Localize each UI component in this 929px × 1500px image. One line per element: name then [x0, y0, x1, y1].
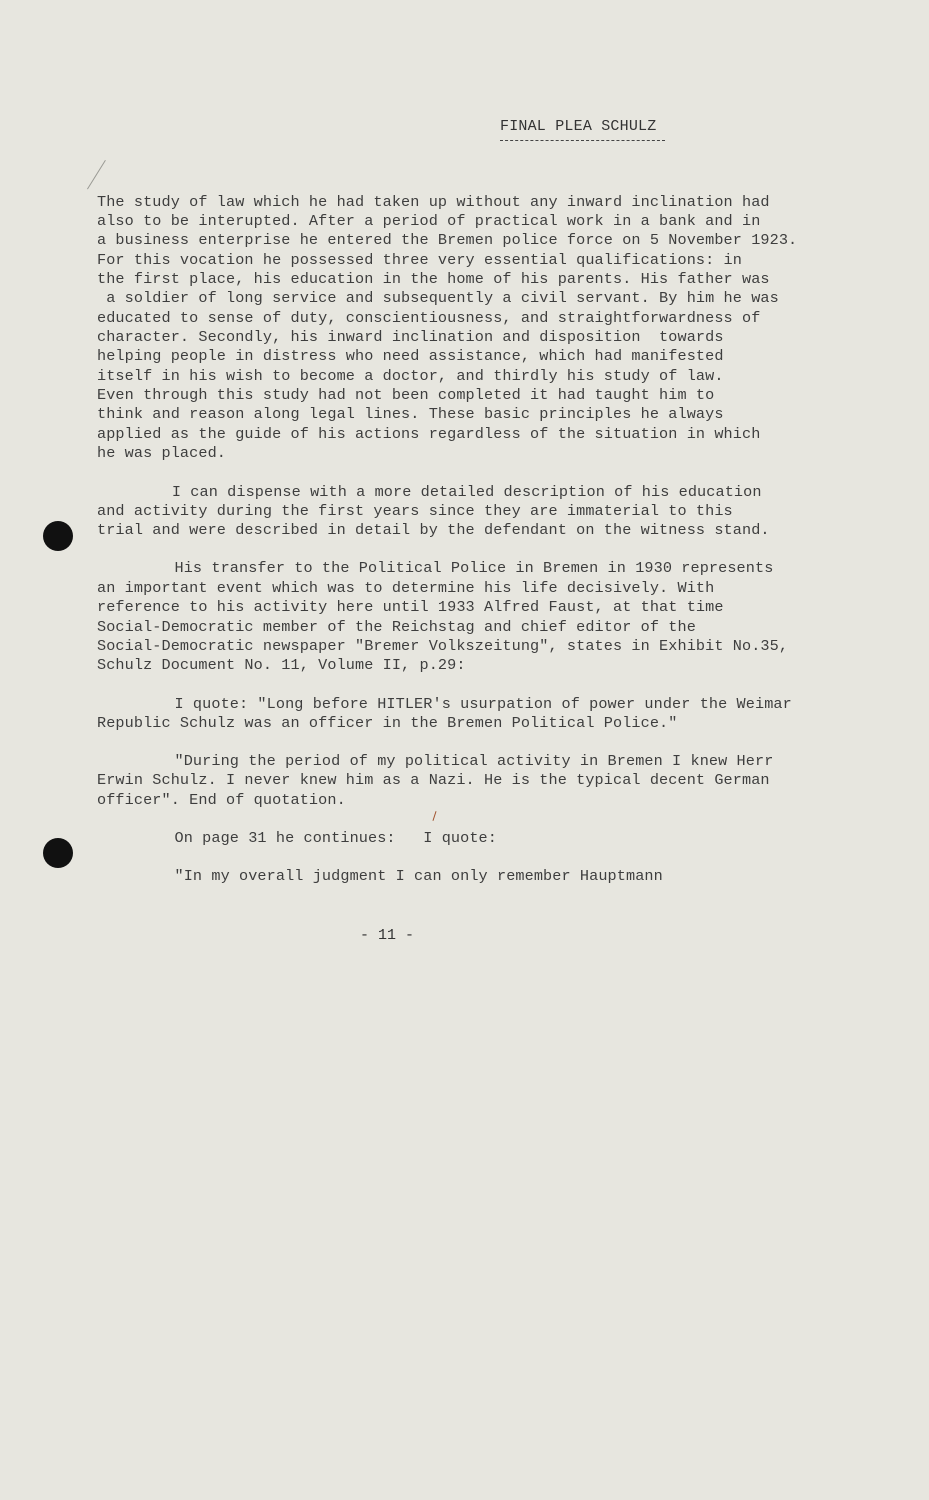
- text-line: I can dispense with a more detailed description of his education: [135, 483, 762, 501]
- text-line: an important event which was to determine his life decisively. With: [97, 579, 715, 597]
- text-line: On page 31 he continues: I quote:: [110, 829, 497, 847]
- punch-hole: [43, 521, 73, 551]
- document-heading: FINAL PLEA SCHULZ: [500, 118, 657, 135]
- text-line: His transfer to the Political Police in Bremen in 1930 represents: [110, 559, 774, 577]
- text-line: Social-Democratic member of the Reichstag and chief editor of the: [97, 618, 696, 636]
- text-line: Social-Democratic newspaper "Bremer Volkszeitung", states in Exhibit No.35,: [97, 637, 789, 655]
- text-line: think and reason along legal lines. These basic principles he always: [97, 405, 724, 423]
- text-line: "During the period of my political activity in Bremen I knew Herr: [110, 752, 774, 770]
- text-line: officer". End of quotation.: [97, 791, 346, 809]
- text-line: itself in his wish to become a doctor, and thirdly his study of law.: [97, 367, 724, 385]
- text-line: the first place, his education in the home of his parents. His father was: [97, 270, 770, 288]
- text-line: he was placed.: [97, 444, 226, 462]
- text-line: character. Secondly, his inward inclination and disposition towards: [97, 328, 724, 346]
- text-line: helping people in distress who need assistance, which had manifested: [97, 347, 724, 365]
- text-line: trial and were described in detail by the defendant on the witness stand.: [97, 521, 770, 539]
- text-line: Schulz Document No. 11, Volume II, p.29:: [97, 656, 466, 674]
- text-line: educated to sense of duty, conscientiousness, and straightforwardness of: [97, 309, 761, 327]
- punch-hole: [43, 838, 73, 868]
- heading-underline: [500, 140, 665, 141]
- pencil-mark: [87, 160, 106, 189]
- page-number: - 11 -: [360, 927, 415, 944]
- text-line: The study of law which he had taken up without any inward inclination had: [97, 193, 770, 211]
- text-line: "In my overall judgment I can only remember Hauptmann: [110, 867, 663, 885]
- text-line: a soldier of long service and subsequently a civil servant. By him he was: [97, 289, 779, 307]
- text-line: a business enterprise he entered the Bremen police force on 5 November 1923.: [97, 231, 798, 249]
- text-line: Republic Schulz was an officer in the Bremen Political Police.": [97, 714, 678, 732]
- text-line: For this vocation he possessed three very essential qualifications: in: [97, 251, 742, 269]
- text-line: and activity during the first years since they are immaterial to this: [97, 502, 733, 520]
- text-line: Even through this study had not been completed it had taught him to: [97, 386, 715, 404]
- text-line: Erwin Schulz. I never knew him as a Nazi. He is the typical decent German: [97, 771, 770, 789]
- text-line: reference to his activity here until 1933 Alfred Faust, at that time: [97, 598, 724, 616]
- text-line: also to be interupted. After a period of practical work in a bank and in: [97, 212, 761, 230]
- text-line: applied as the guide of his actions regardless of the situation in which: [97, 425, 761, 443]
- pen-mark: [432, 811, 436, 821]
- text-line: I quote: "Long before HITLER's usurpation of power under the Weimar: [110, 695, 792, 713]
